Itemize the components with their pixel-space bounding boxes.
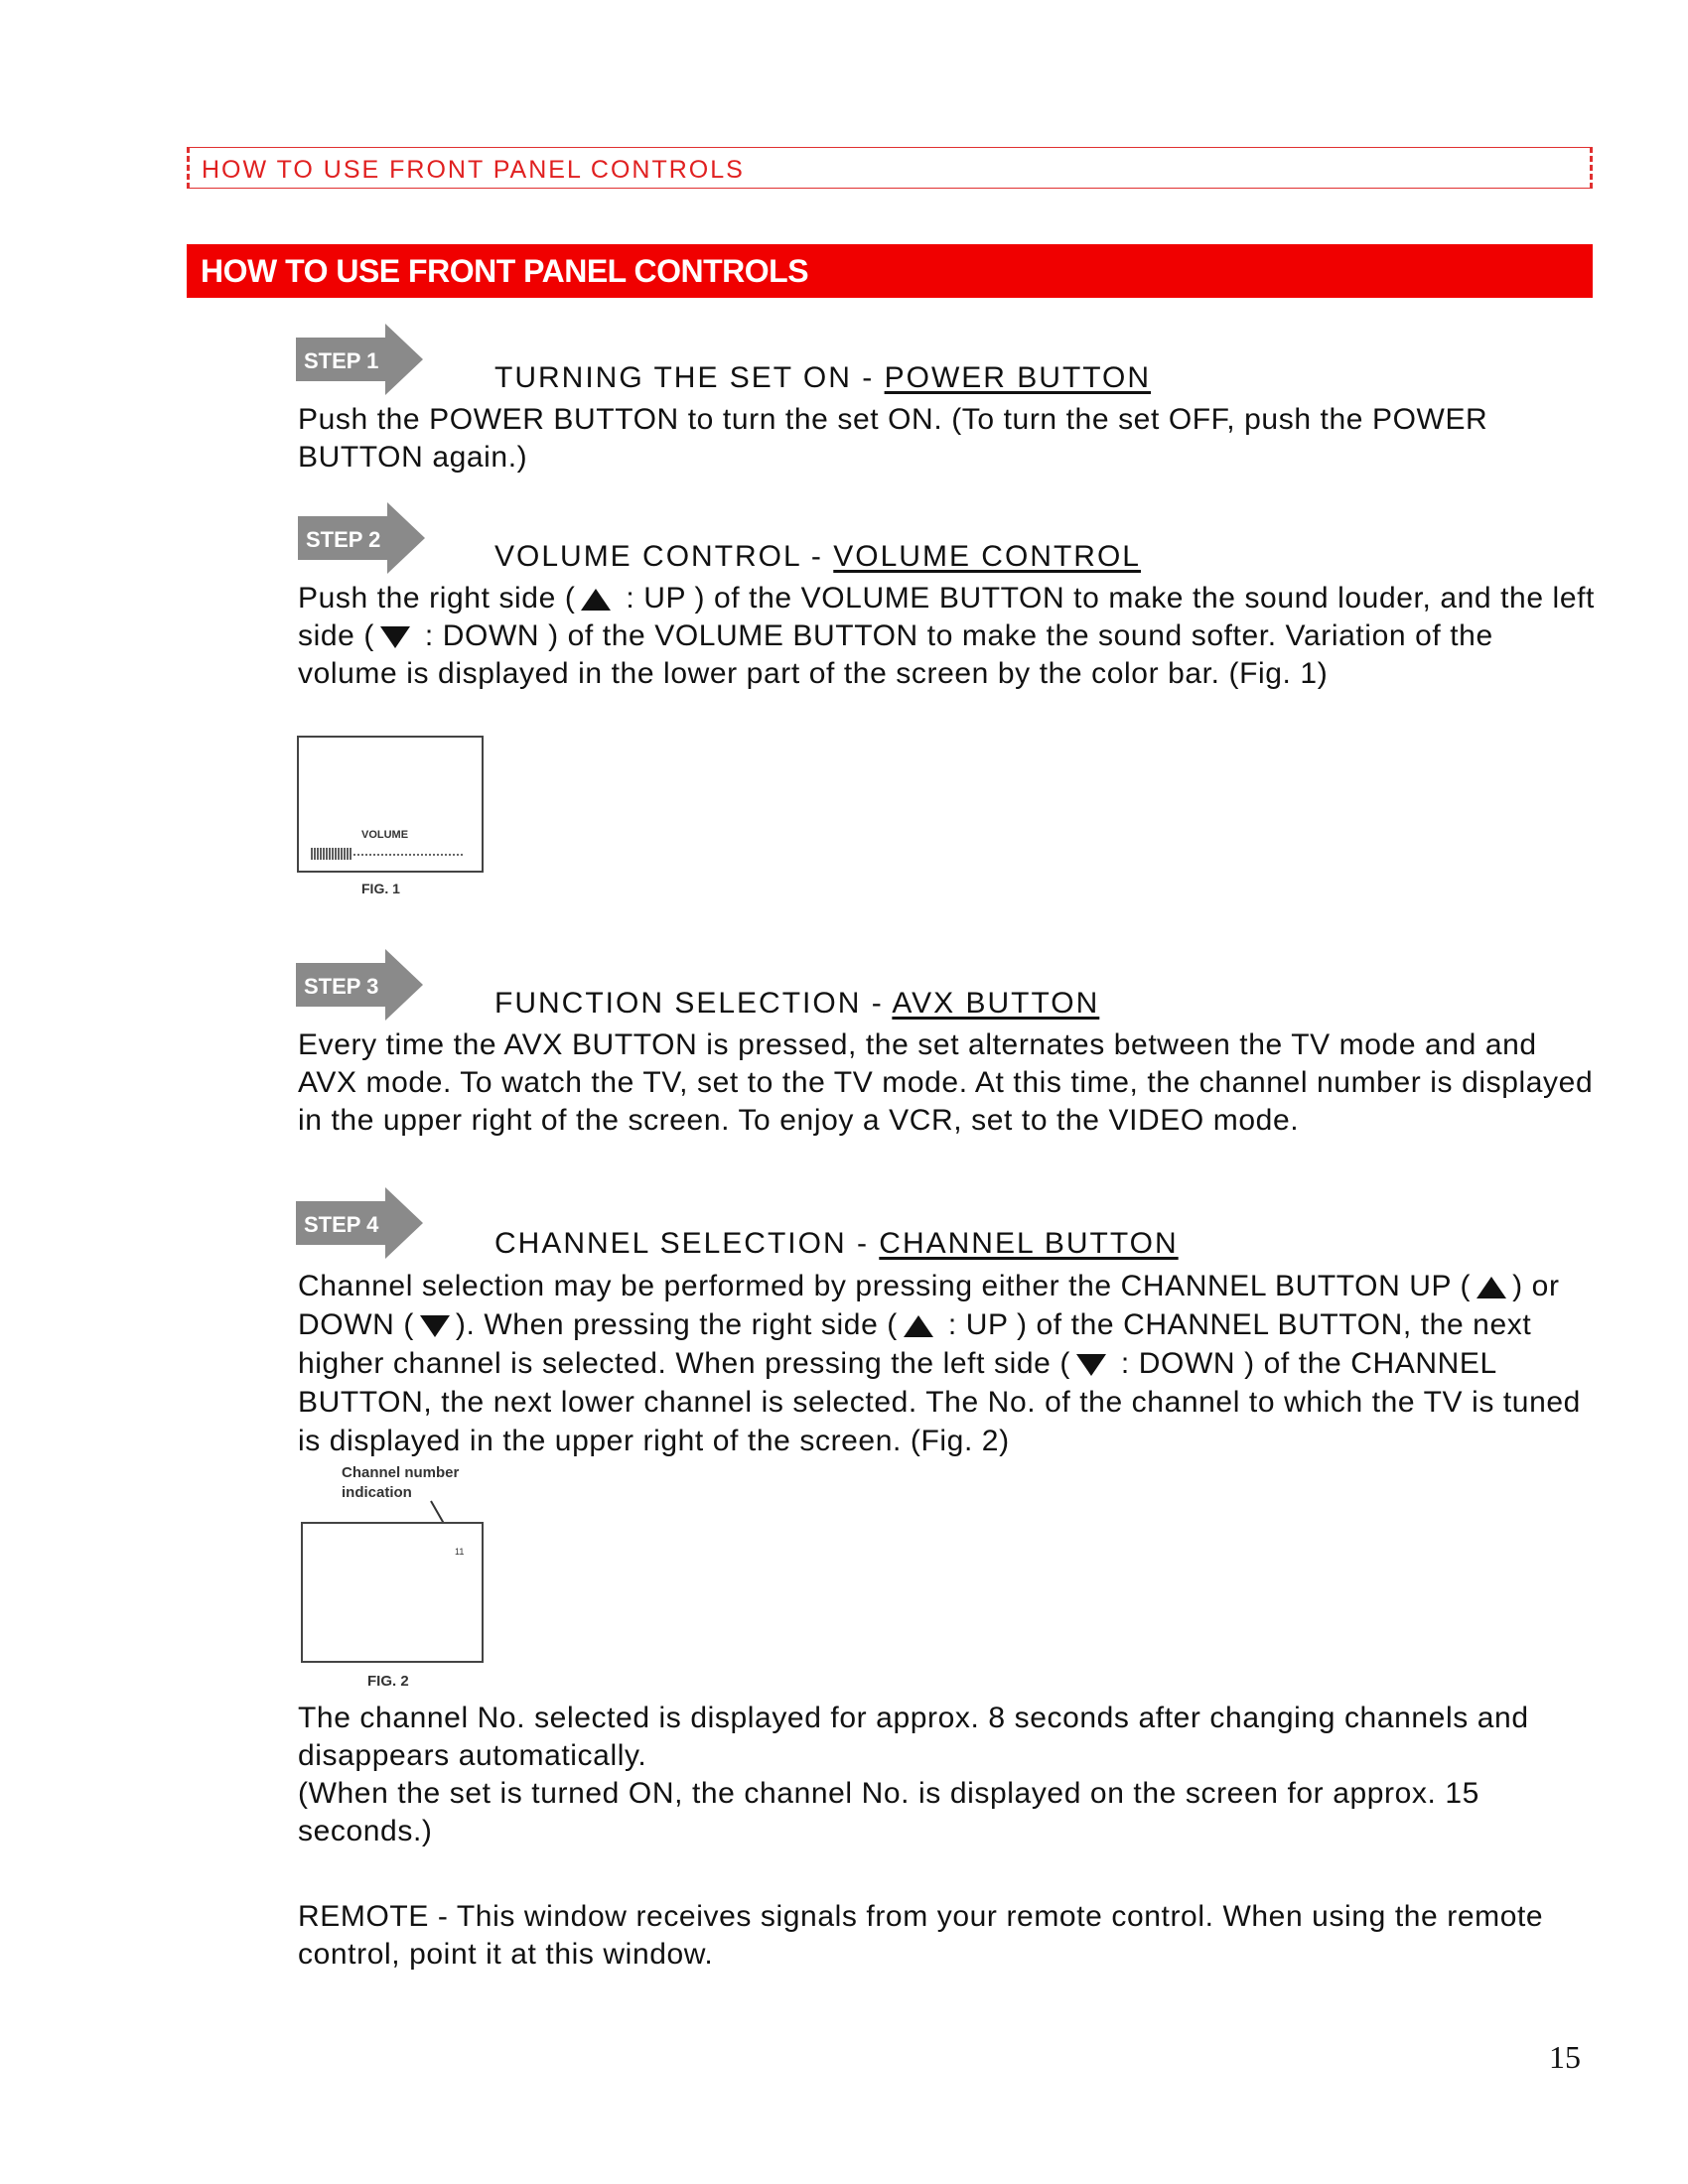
- note-display-time: The channel No. selected is displayed for approx. 8 seconds after changing channels and disappears automatically.: [298, 1702, 1529, 1772]
- fig-2-callout-line2: indication: [342, 1484, 412, 1501]
- step-2-badge-label: STEP 2: [306, 527, 381, 552]
- step-1-badge: [296, 324, 425, 395]
- step-3-heading: [494, 987, 1099, 1021]
- page-number: 15: [1549, 2039, 1581, 2075]
- step-4-heading-link: CHANNEL BUTTON: [879, 1227, 1179, 1260]
- step-2-heading: [494, 540, 1141, 574]
- note-power-on: (When the set is turned ON, the channel No. is displayed on the screen for approx. 15 seconds.): [298, 1777, 1479, 1847]
- step-4-body-part: : UP ) of the CHANNEL BUTTON, the next higher channel is selected. When pressing the left side (: [298, 1308, 1532, 1380]
- down-triangle-icon: [420, 1315, 450, 1337]
- fig-1-screen-label: VOLUME: [361, 829, 409, 841]
- step-4-body-part: Channel selection may be performed by pressing either the CHANNEL BUTTON UP (: [298, 1270, 1472, 1302]
- step-1-body: Push the POWER BUTTON to turn the set ON. (To turn the set OFF, push the POWER BUTTON again.): [298, 403, 1488, 474]
- fig-2-caption: FIG. 2: [367, 1673, 409, 1690]
- step-4-heading-prefix: CHANNEL SELECTION -: [494, 1227, 880, 1260]
- fig-1-caption: FIG. 1: [361, 881, 400, 896]
- step-2-body-part: : DOWN ) of the VOLUME BUTTON to make the sound softer. Variation of the volume is displayed in the lower part of the screen by the color bar. (Fig. 1): [298, 619, 1493, 690]
- step-4-body-part: : DOWN ) of the CHANNEL BUTTON, the next lower channel is selected. The No. of the channel to which the TV is tuned is displayed in the upper right of the screen. (Fig. 2): [298, 1347, 1581, 1457]
- fig-1-volume-screen: [296, 735, 491, 899]
- step-4-heading: [494, 1227, 1179, 1261]
- step-3-badge-label: STEP 3: [304, 974, 379, 999]
- step-3-body: Every time the AVX BUTTON is pressed, the set alternates between the TV mode and and AVX mode. To watch the TV, set to the TV mode. At this time, the channel number is displayed in the upper right of the screen. To enjoy a VCR, set to the VIDEO mode.: [298, 1028, 1594, 1137]
- up-triangle-icon: [581, 589, 611, 611]
- running-header: [187, 147, 1593, 189]
- step-1-badge-label: STEP 1: [304, 348, 379, 373]
- section-title-bar: [187, 244, 1593, 298]
- fig-2-channel-screen: [296, 1459, 494, 1694]
- step-2-body: [298, 580, 1599, 693]
- step-3-badge: [296, 949, 425, 1021]
- step-2-heading-link: VOLUME CONTROL: [833, 540, 1141, 573]
- step-4-body-part: ) or DOWN (: [298, 1270, 1560, 1341]
- step-1-heading: [494, 361, 1151, 395]
- step-4-badge-label: STEP 4: [304, 1212, 379, 1237]
- step-1-heading-prefix: TURNING THE SET ON -: [494, 361, 885, 394]
- step-4-body-part: ). When pressing the right side (: [455, 1308, 898, 1341]
- step-2-body-part: Push the right side (: [298, 582, 576, 614]
- up-triangle-icon: [1477, 1277, 1506, 1298]
- step-4-body: [298, 1267, 1599, 1460]
- step-1-heading-link: POWER BUTTON: [884, 361, 1152, 394]
- down-triangle-icon: [1076, 1354, 1106, 1376]
- up-triangle-icon: [904, 1315, 933, 1337]
- step-4-badge: [296, 1187, 425, 1259]
- step-2-badge: [298, 502, 427, 574]
- section-title: HOW TO USE FRONT PANEL CONTROLS: [201, 253, 809, 289]
- down-triangle-icon: [380, 626, 410, 648]
- running-header-label: HOW TO USE FRONT PANEL CONTROLS: [202, 156, 745, 184]
- note-remote: REMOTE - This window receives signals from your remote control. When using the remote control, point it at this window.: [298, 1900, 1544, 1971]
- step-3-heading-prefix: FUNCTION SELECTION -: [494, 987, 893, 1020]
- step-2-body-part: : UP ) of the VOLUME BUTTON to make the sound louder, and the left side (: [298, 582, 1595, 652]
- step-3-heading-link: AVX BUTTON: [892, 987, 1100, 1020]
- fig-2-callout-line1: Channel number: [342, 1464, 460, 1481]
- fig-2-channel-number: 11: [455, 1547, 465, 1557]
- step-2-heading-prefix: VOLUME CONTROL -: [494, 540, 834, 573]
